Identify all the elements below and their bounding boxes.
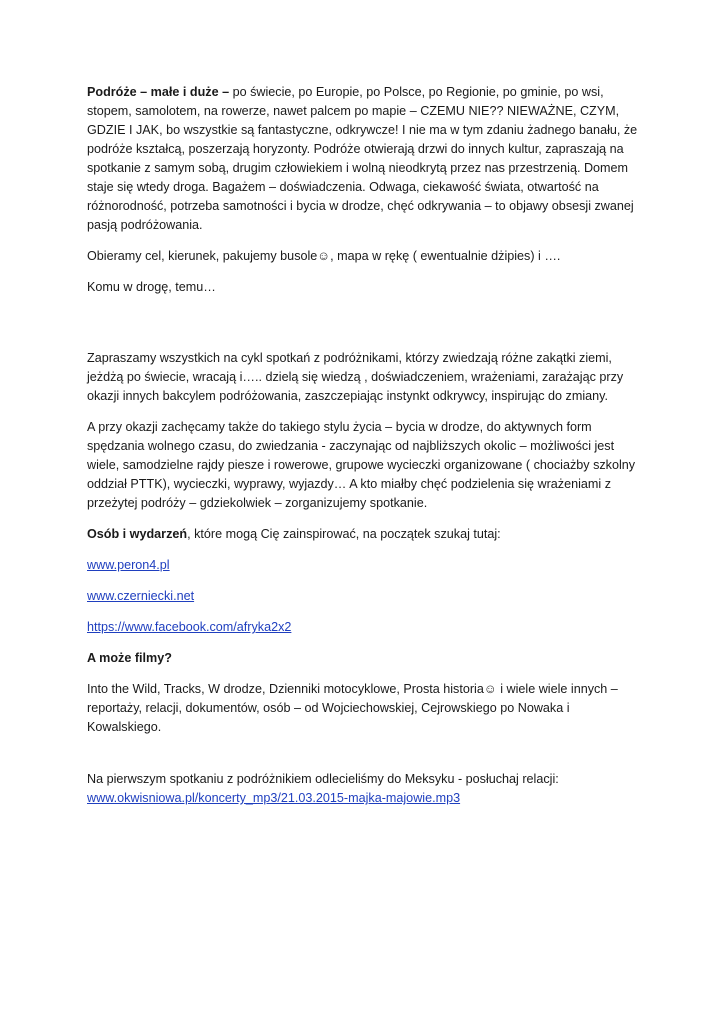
link-facebook-line xyxy=(87,618,647,637)
intro-paragraph xyxy=(87,83,647,235)
invite-paragraph: Zapraszamy wszystkich na cykl spotkań z podróżnikami, którzy zwiedzają różne zakątki ziemi, jeżdżą po świecie, wracają i….. dzielą się wiedzą , doświadczeniem, wrażeniami, zarażając przy okazji innych bakcylem podróżowania, zaszczepiając instynkt odkrywcy, inspirując do zmiany. xyxy=(87,351,624,403)
document-body xyxy=(87,83,647,808)
people-paragraph xyxy=(87,525,647,544)
intro-text: po świecie, po Europie, po Polsce, po Regionie, po gminie, po wsi, stopem, samolotem, na rowerze, nawet palcem po mapie – CZEMU NIE?? NIEWAŻNE, CZYM, GDZIE I JAK, bo wszystkie są fantastyczne, odkrywcze! I nie ma w tym zdaniu żadnego banału, że podróże kształcą, poszerzają horyzonty. Podróże otwierają drzwi do innych kultur, zapraszają na spotkanie z samym sobą, drugim człowiekiem i wolną nieodkrytą przez nas przestrzenią. Domem staje się wtedy droga. Bagażem – doświadczenia. Odwaga, ciekawość świata, otwartość na różnorodność, potrzeba samotności i bycia w drodze, chęć odkrywania – to objawy obsesji zwanej pasją podróżowania. xyxy=(87,85,638,232)
link-peron4-line xyxy=(87,556,647,575)
people-bold: Osób i wydarzeń xyxy=(87,527,188,541)
link-okwisniowa-mp3[interactable]: www.okwisniowa.pl/koncerty_mp3/21.03.2015-majka-majowie.mp3 xyxy=(87,791,461,805)
films-heading-text: A może filmy? xyxy=(87,651,172,665)
goal-paragraph: Obieramy cel, kierunek, pakujemy busole☺, mapa w rękę ( ewentualnie dżipies) i …. xyxy=(87,249,561,263)
intro-bold: Podróże – małe i duże – xyxy=(87,85,230,99)
who-paragraph: Komu w drogę, temu… xyxy=(87,280,216,294)
link-czerniecki-line xyxy=(87,587,647,606)
link-czerniecki[interactable]: www.czerniecki.net xyxy=(87,589,195,603)
encourage-paragraph: A przy okazji zachęcamy także do takiego stylu życia – bycia w drodze, do aktywnych form spędzania wolnego czasu, do zwiedzania - zaczynając od najbliższych okolic – możliwości jest wiele, samodzielne rajdy piesze i rowerowe, grupowe wycieczki organizowane ( chociażby szkolny oddział PTTK), wycieczki, wyprawy, wyjazdy… A kto miałby chęć podzielenia się wrażeniami z przeżytej podróży – gdziekolwiek – zorganizujemy spotkanie. xyxy=(87,420,636,510)
first-meeting-text: Na pierwszym spotkaniu z podróżnikiem odlecieliśmy do Meksyku - posłuchaj relacji: xyxy=(87,772,559,786)
first-meeting-paragraph xyxy=(87,770,647,808)
films-paragraph: Into the Wild, Tracks, W drodze, Dzienniki motocyklowe, Prosta historia☺ i wiele wiele innych – reportaży, relacji, dokumentów, osób – od Wojciechowskiej, Cejrowskiego po Nowaka i Kowalskiego. xyxy=(87,682,618,734)
link-facebook[interactable]: https://www.facebook.com/afryka2x2 xyxy=(87,620,292,634)
people-text: , które mogą Cię zainspirować, na początek szukaj tutaj: xyxy=(187,527,501,541)
films-heading xyxy=(87,649,647,668)
link-peron4[interactable]: www.peron4.pl xyxy=(87,558,170,572)
